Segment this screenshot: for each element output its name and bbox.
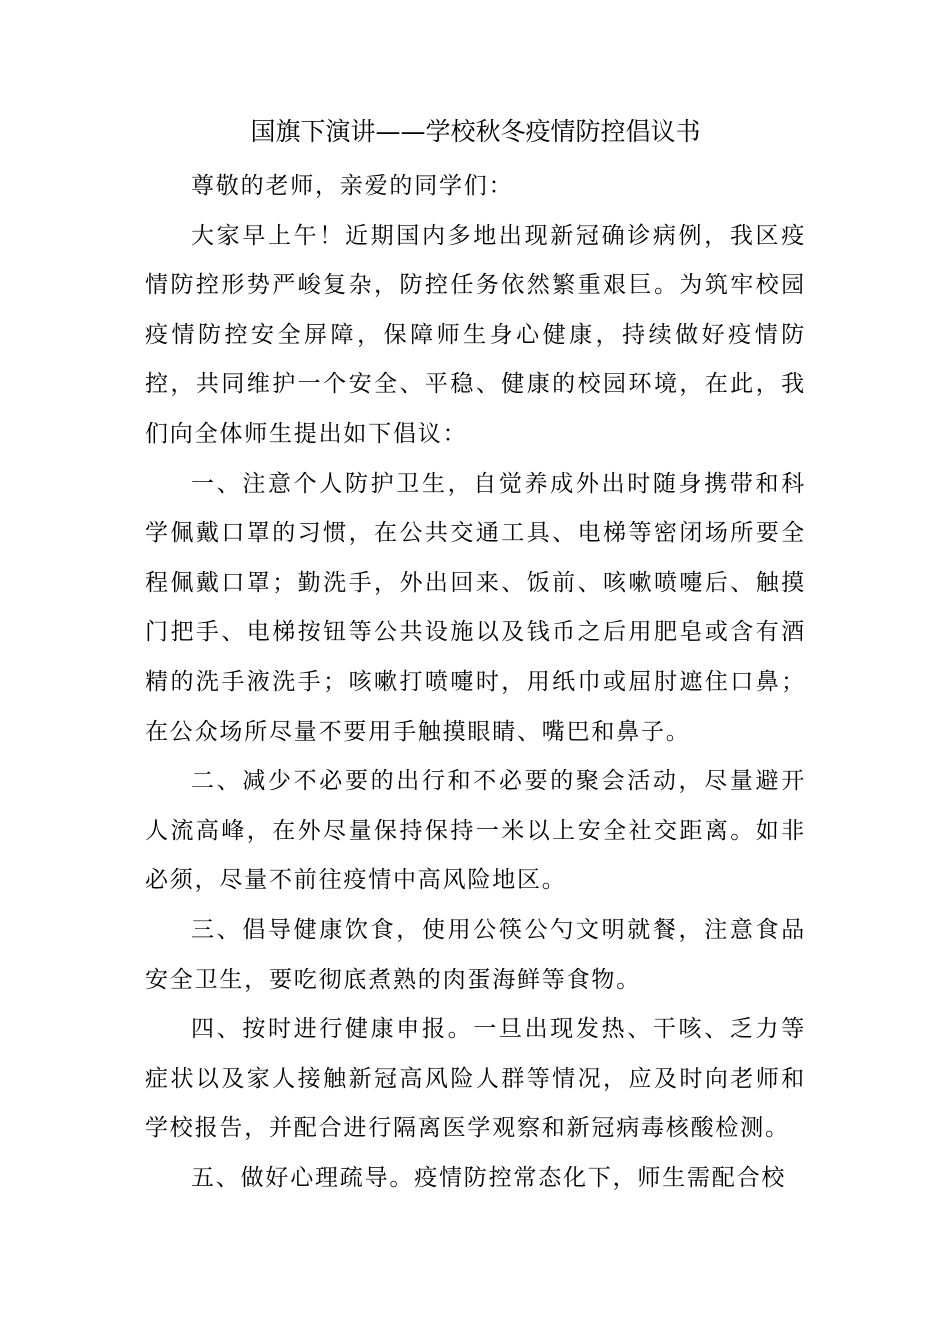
paragraph-item-4: 四、按时进行健康申报。一旦出现发热、干咳、乏力等症状以及家人接触新冠高风险人群等情况，应及时向老师和学校报告，并配合进行隔离医学观察和新冠病毒核酸检测。 (145, 1016, 806, 1142)
paragraph-item-5: 五、做好心理疏导。疫情防控常态化下，师生需配合校 (191, 1164, 787, 1191)
document-title: 国旗下演讲——学校秋冬疫情防控倡议书 (250, 117, 701, 146)
paragraph-intro: 大家早上午！近期国内多地出现新冠确诊病例，我区疫情防控形势严峻复杂，防控任务依然繁重艰巨。为筑牢校园疫情防控安全屏障，保障师生身心健康，持续做好疫情防控，共同维护一个安全、平稳、健康的校园环境，在此，我们向全体师生提出如下倡议： (145, 222, 806, 447)
paragraph-item-2: 二、减少不必要的出行和不必要的聚会活动，尽量避开人流高峰，在外尽量保持保持一米以上安全社交距离。如非必须，尽量不前往疫情中高风险地区。 (145, 768, 806, 894)
paragraph-item-1: 一、注意个人防护卫生，自觉养成外出时随身携带和科学佩戴口罩的习惯，在公共交通工具、电梯等密闭场所要全程佩戴口罩；勤洗手，外出回来、饭前、咳嗽喷嚏后、触摸门把手、电梯按钮等公共设施以及钱币之后用肥皂或含有酒精的洗手液洗手；咳嗽打喷嚏时，用纸巾或屈肘遮住口鼻；在公众场所尽量不要用手触摸眼睛、嘴巴和鼻子。 (145, 470, 806, 745)
paragraph-item-3: 三、倡导健康饮食，使用公筷公勺文明就餐，注意食品安全卫生，要吃彻底煮熟的肉蛋海鲜等食物。 (145, 916, 806, 993)
greeting: 尊敬的老师，亲爱的同学们： (191, 173, 514, 199)
document-page (145, 112, 806, 1203)
